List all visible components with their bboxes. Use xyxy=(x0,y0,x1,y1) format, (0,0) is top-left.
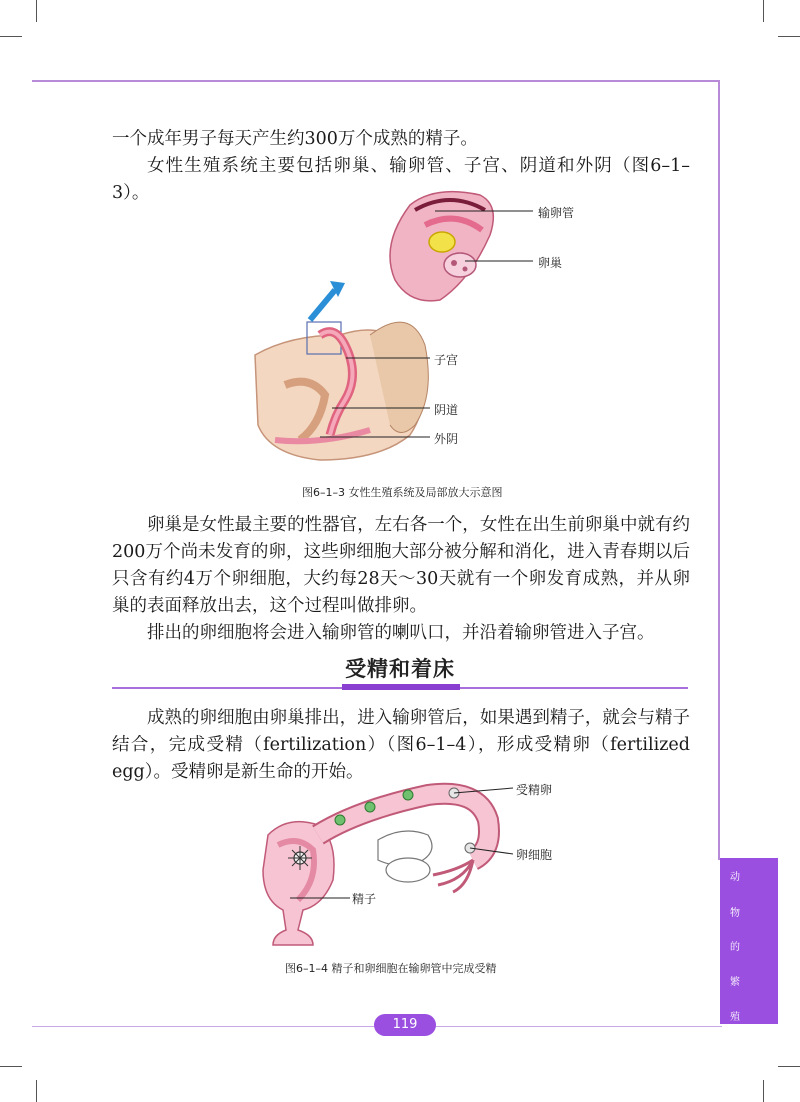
crop-mark xyxy=(0,36,22,37)
crop-mark xyxy=(778,1066,800,1067)
label-egg-cell: 卵细胞 xyxy=(516,848,553,862)
label-vulva: 外阴 xyxy=(434,432,459,446)
crop-mark xyxy=(36,1080,37,1102)
page-frame-right xyxy=(718,80,720,860)
chapter-side-tab xyxy=(720,858,778,1024)
figure-caption: 图6–1–3 女性生殖系统及局部放大示意图 xyxy=(302,486,503,499)
section-accent-bar xyxy=(342,684,460,690)
label-sperm: 精子 xyxy=(352,892,377,906)
figure-caption: 图6–1–4 精子和卵细胞在输卵管中完成受精 xyxy=(285,962,497,975)
crop-mark xyxy=(763,0,764,22)
label-vagina: 阴道 xyxy=(434,403,459,417)
label-ovary: 卵巢 xyxy=(538,256,563,270)
page-frame-top xyxy=(32,80,720,82)
crop-mark xyxy=(763,1080,764,1102)
paragraph-female-system: 女性生殖系统主要包括卵巢、输卵管、子宫、阴道和外阴（图6–1–3）。 xyxy=(112,156,690,203)
crop-mark xyxy=(36,0,37,22)
side-tab-char: 殖 xyxy=(730,1012,740,1023)
side-tab-char: 繁 xyxy=(730,977,740,988)
page-number: 119 xyxy=(392,1017,418,1032)
label-zygote: 受精卵 xyxy=(516,783,553,797)
crop-mark xyxy=(0,1066,22,1067)
paragraph-fertilization: 成熟的卵细胞由卵巢排出，进入输卵管后，如果遇到精子，就会与精子结合，完成受精（fertilization）（图6–1–4），形成受精卵（fertilized egg）。受精卵是新生命的开始。 xyxy=(112,708,690,782)
side-tab-char: 的 xyxy=(730,942,740,953)
label-uterus: 子宫 xyxy=(434,353,459,367)
figure-female-reproductive-system xyxy=(250,185,540,475)
section-title: 受精和着床 xyxy=(345,657,455,681)
label-fallopian-tube: 输卵管 xyxy=(538,206,575,220)
paragraph-ovary: 卵巢是女性最主要的性器官，左右各一个，女性在出生前卵巢中就有约200万个尚未发育的卵，这些卵细胞大部分被分解和消化，进入青春期以后只含有约4万个卵细胞，大约每28天～30天就有一个卵发育成熟，并从卵巢的表面释放出去，这个过程叫做排卵。 xyxy=(112,515,690,616)
crop-mark xyxy=(778,36,800,37)
side-tab-char: 物 xyxy=(730,908,740,919)
figure-fertilization xyxy=(258,780,518,950)
side-tab-char: 动 xyxy=(730,872,740,883)
paragraph-ovulation: 排出的卵细胞将会进入输卵管的喇叭口，并沿着输卵管进入子宫。 xyxy=(147,623,655,643)
paragraph-sperm-count: 一个成年男子每天产生约300万个成熟的精子。 xyxy=(112,129,478,149)
